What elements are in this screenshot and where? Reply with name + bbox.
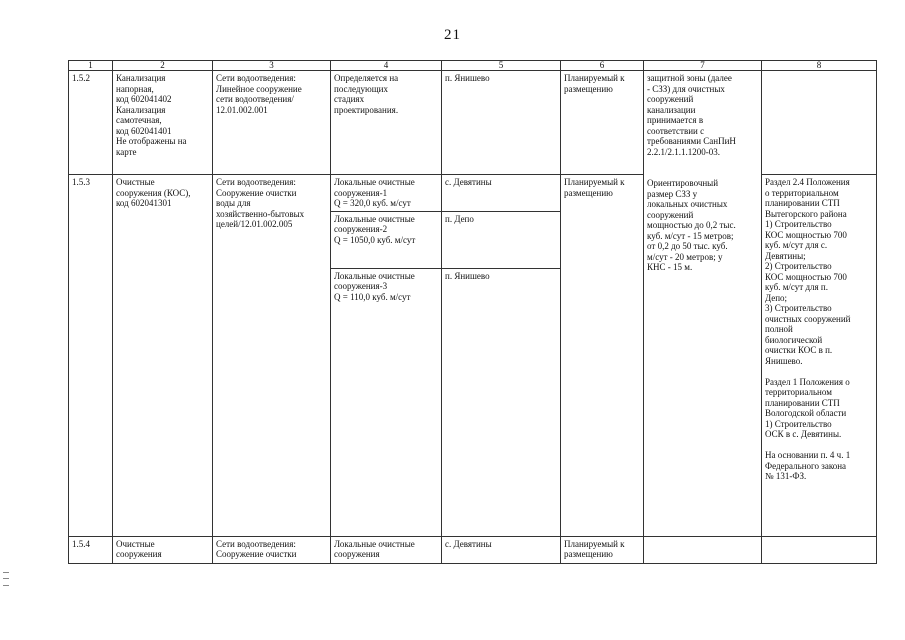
object-characteristics: Локальные очистные сооружения-3 Q = 110,0 куб. м/сут [331,268,442,536]
object-type: Сети водоотведения: Линейное сооружение сети водоотведения/ 12.01.002.001 [213,71,331,175]
column-number: 8 [762,61,877,71]
row-number: 1.5.4 [69,536,113,563]
object-location: п. Янишево [442,268,561,536]
column-number: 6 [561,61,644,71]
object-status: Планируемый к размещению [561,536,644,563]
column-number-row [69,61,877,71]
row-number: 1.5.2 [69,71,113,175]
column-number: 3 [213,61,331,71]
object-location: с. Девятины [442,536,561,563]
column-number: 5 [442,61,561,71]
object-location: п. Янишево [442,71,561,175]
object-name: Очистные сооружения (КОС), код 602041301 [113,175,213,537]
object-status: Планируемый к размещению [561,71,644,175]
zone-cell-empty [644,536,762,563]
object-type: Сети водоотведения: Сооружение очистки [213,536,331,563]
object-characteristics: Локальные очистные сооружения-1 Q = 320,0 куб. м/сут [331,175,442,212]
column-number: 4 [331,61,442,71]
row-number: 1.5.3 [69,175,113,537]
page-number: 21 [444,27,461,43]
scan-edge-mark [3,572,9,586]
object-name: Очистные сооружения [113,536,213,563]
object-location: с. Девятины [442,175,561,212]
object-characteristics: Определяется на последующих стадиях проектирования. [331,71,442,175]
table-row-1-5-2 [69,71,877,175]
object-name: Канализация напорная, код 602041402 Канализация самотечная, код 602041401 Не отображены на карте [113,71,213,175]
object-type: Сети водоотведения: Сооружение очистки воды для хозяйственно-бытовых целей/12.01.002.005 [213,175,331,537]
planning-table [68,60,877,564]
object-location: п. Депо [442,211,561,268]
basis-cell-empty [762,536,877,563]
sanitary-zone-text: защитной зоны (далее - СЗЗ) для очистных сооружений канализации принимается в соответствии с требованиями СанПиН 2.2.1/2.1.1.1200-03. Ориентировочный размер СЗЗ у локальных очистных сооружений мощностью до 0,2 тыс. куб. м/сут - 15 метров; от 0,2 до 50 тыс. куб. м/сут - 20 метров; у КНС - 15 м. [644,71,762,537]
column-number: 2 [113,61,213,71]
object-status: Планируемый к размещению [561,175,644,537]
column-number: 1 [69,61,113,71]
table-row-1-5-4 [69,536,877,563]
object-characteristics: Локальные очистные сооружения-2 Q = 1050,0 куб. м/сут [331,211,442,268]
basis-cell-empty [762,71,877,175]
basis-text: Раздел 2.4 Положения о территориальном планировании СТП Вытегорского района 1) Строительство КОС мощностью 700 куб. м/сут для с. Девятины; 2) Строительство КОС мощностью 700 куб. м/сут для п. Депо; 3) Строительство очистных сооружений полной биологической очистки КОС в п. Янишево. Раздел 1 Положения о территориальном планировании СТП Вологодской области 1) Строительство ОСК в с. Девятины. На основании п. 4 ч. 1 Федерального закона № 131-ФЗ. [762,175,877,537]
column-number: 7 [644,61,762,71]
object-characteristics: Локальные очистные сооружения [331,536,442,563]
